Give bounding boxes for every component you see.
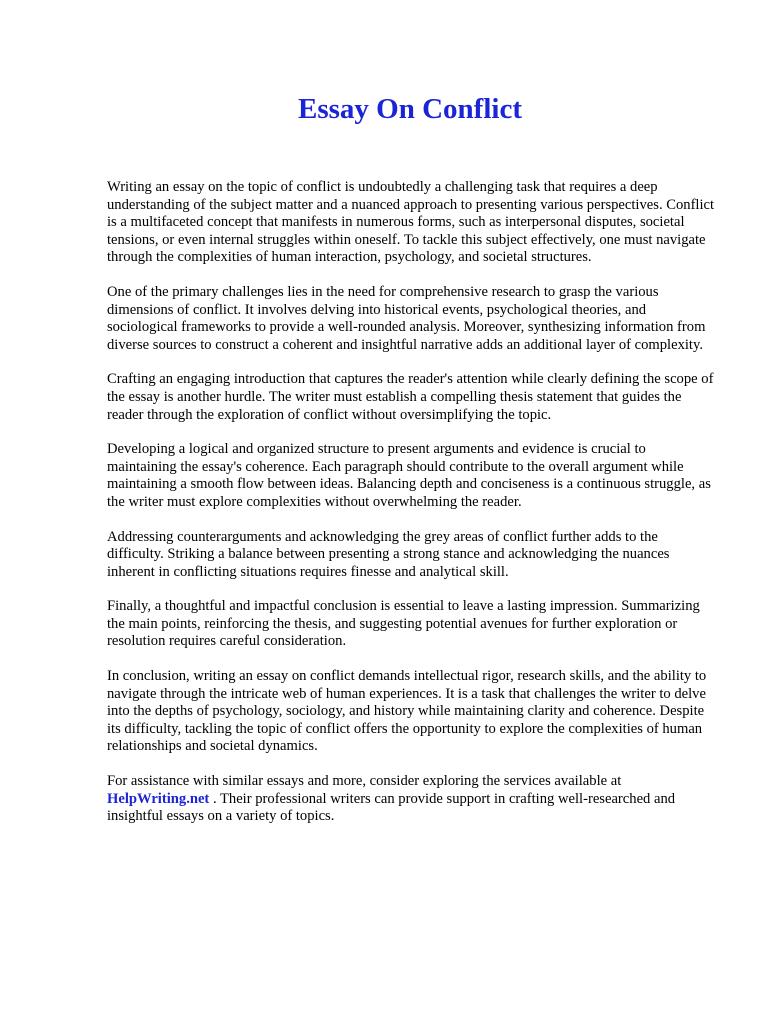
closing-text-before-link: For assistance with similar essays and more, consider exploring the services available at <box>107 773 622 790</box>
closing-text-after-link: . Their professional writers can provide support in crafting well-researched and insightful essays on a variety of topics. <box>107 790 676 825</box>
closing-paragraph <box>107 773 717 826</box>
paragraph-3: Crafting an engaging introduction that captures the reader's attention while clearly defining the scope of the essay is another hurdle. The writer must establish a compelling thesis statement that guides the reader through the exploration of conflict without oversimplifying the topic. <box>107 371 714 423</box>
helpwriting-link[interactable]: HelpWriting.net <box>107 790 210 807</box>
paragraph-6: Finally, a thoughtful and impactful conclusion is essential to leave a lasting impression. Summarizing the main points, reinforcing the thesis, and suggesting potential avenues for further exploration or resolution requires careful consideration. <box>107 598 700 650</box>
paragraph-4: Developing a logical and organized structure to present arguments and evidence is crucial to maintaining the essay's coherence. Each paragraph should contribute to the overall argument while maintaining a smooth flow between ideas. Balancing depth and conciseness is a continuous struggle, as the writer must explore complexities without overwhelming the reader. <box>107 441 711 510</box>
paragraph-2: One of the primary challenges lies in the need for comprehensive research to grasp the various dimensions of conflict. It involves delving into historical events, psychological theories, and sociological frameworks to provide a well-rounded analysis. Moreover, synthesizing information from diverse sources to construct a coherent and insightful narrative adds an additional layer of complexity. <box>107 283 706 353</box>
paragraph-1: Writing an essay on the topic of conflict is undoubtedly a challenging task that requires a deep understanding of the subject matter and a nuanced approach to presenting various perspectives. Conflict is a multifaceted concept that manifests in numerous forms, such as interpersonal disputes, societal tensions, or even internal struggles within oneself. To tackle this subject effectively, one must navigate through the complexities of human interaction, psychology, and societal structures. <box>107 179 715 266</box>
paragraph-7: In conclusion, writing an essay on conflict demands intellectual rigor, research skills, and the ability to navigate through the intricate web of human experiences. It is a task that challenges the writer to delve into the depths of psychology, sociology, and history while maintaining clarity and coherence. Despite its difficulty, tackling the topic of conflict offers the opportunity to explore the complexities of human relationships and societal dynamics. <box>107 668 707 755</box>
page-title: Essay On Conflict <box>298 93 522 125</box>
essay-body <box>107 179 717 843</box>
paragraph-5: Addressing counterarguments and acknowledging the grey areas of conflict further adds to the difficulty. Striking a balance between presenting a strong stance and acknowledging the nuances inherent in conflicting situations requires finesse and analytical skill. <box>107 528 670 580</box>
